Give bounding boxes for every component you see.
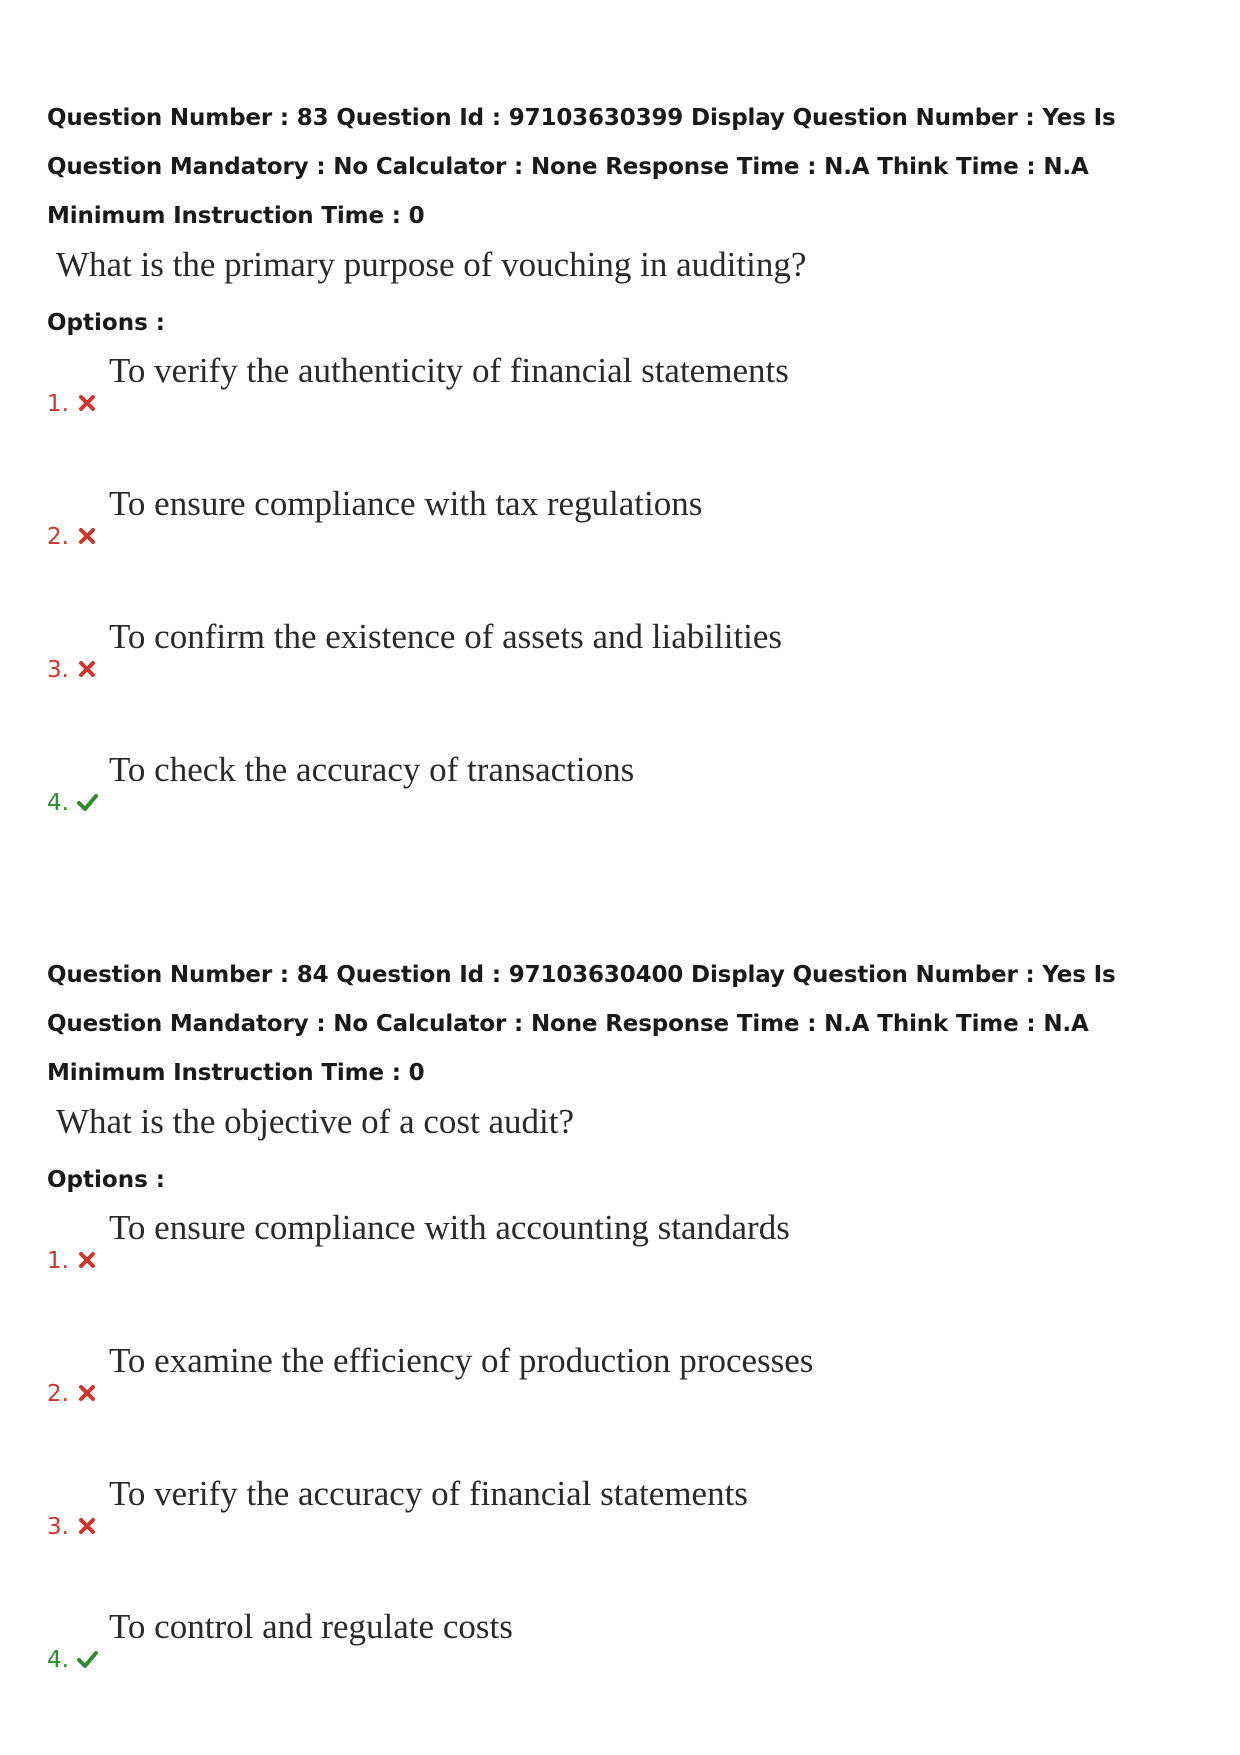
question-meta: Question Number : 84 Question Id : 97103630400 Display Question Number : Yes Is Question Mandatory : No Calculator : None Response Time : N.A Think Time : N.A Minimum Instruction Time : 0 (47, 962, 1116, 1086)
cross-icon (76, 392, 98, 414)
option-number: 1. (47, 391, 69, 417)
option-item (47, 480, 1207, 613)
option-item (47, 347, 1207, 480)
options-label: Options : (47, 1167, 165, 1193)
check-icon (76, 1648, 98, 1670)
option-text: To check the accuracy of transactions (109, 750, 635, 789)
option-text: To ensure compliance with tax regulations (109, 484, 703, 523)
option-text: To verify the accuracy of financial statements (109, 1474, 748, 1513)
option-item (47, 613, 1207, 746)
option-item (47, 1603, 1207, 1736)
option-number: 2. (47, 524, 69, 550)
option-text: To examine the efficiency of production processes (109, 1341, 814, 1380)
option-item (47, 1337, 1207, 1470)
option-text: To control and regulate costs (109, 1607, 513, 1646)
option-number: 4. (47, 790, 69, 816)
cross-icon (76, 658, 98, 680)
option-number: 3. (47, 657, 69, 683)
cross-icon (76, 1249, 98, 1271)
check-icon (76, 791, 98, 813)
option-number: 3. (47, 1514, 69, 1540)
question-meta: Question Number : 83 Question Id : 97103630399 Display Question Number : Yes Is Question Mandatory : No Calculator : None Response Time : N.A Think Time : N.A Minimum Instruction Time : 0 (47, 105, 1116, 229)
option-text: To verify the authenticity of financial statements (109, 351, 789, 390)
question-block (47, 94, 1207, 879)
option-text: To ensure compliance with accounting standards (109, 1208, 790, 1247)
question-text: What is the primary purpose of vouching in auditing? (56, 245, 807, 284)
option-number: 2. (47, 1381, 69, 1407)
cross-icon (76, 1515, 98, 1537)
option-number: 1. (47, 1248, 69, 1274)
question-text: What is the objective of a cost audit? (56, 1102, 575, 1141)
options-label: Options : (47, 310, 165, 336)
option-text: To confirm the existence of assets and liabilities (109, 617, 783, 656)
cross-icon (76, 525, 98, 547)
option-item (47, 1470, 1207, 1603)
option-number: 4. (47, 1647, 69, 1673)
question-block (47, 951, 1207, 1736)
cross-icon (76, 1382, 98, 1404)
option-item (47, 746, 1207, 879)
option-item (47, 1204, 1207, 1337)
